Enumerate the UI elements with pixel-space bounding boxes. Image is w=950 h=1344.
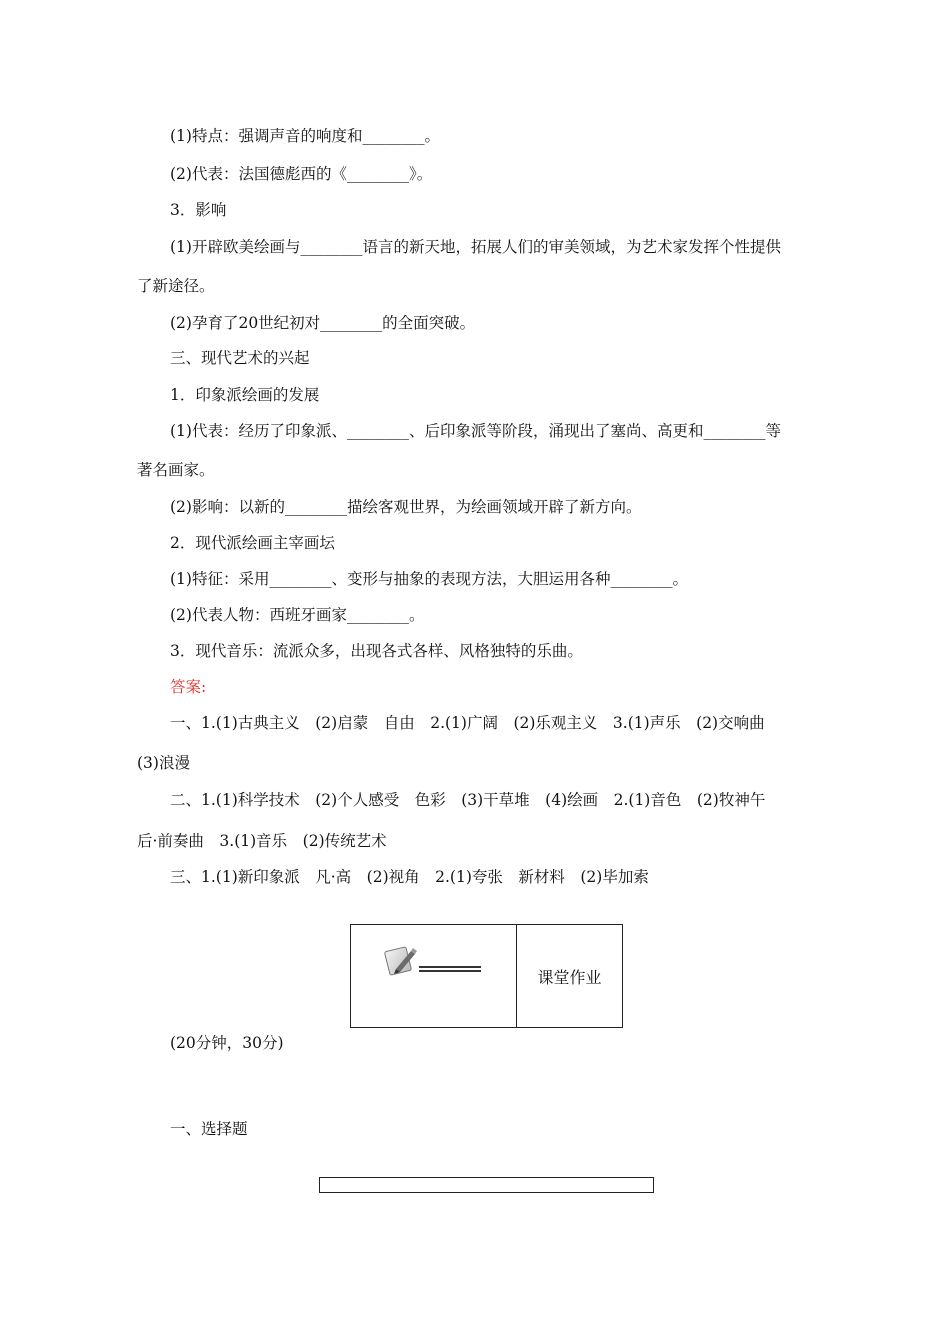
text-line: (2)孕育了20世纪初对________的全面突破。 (170, 314, 476, 332)
text-line: 2．现代派绘画主宰画坛 (170, 534, 335, 552)
answer-line: 后·前奏曲 3.(1)音乐 (2)传统艺术 (137, 832, 387, 850)
text-line: (1)代表：经历了印象派、________、后印象派等阶段，涌现出了塞尚、高更和________等 (170, 422, 781, 440)
text-line: (2)代表：法国德彪西的《________》。 (170, 165, 433, 183)
text-line: (2)影响：以新的________描绘客观世界，为绘画领域开辟了新方向。 (170, 498, 642, 516)
pen-paper-icon (384, 943, 418, 977)
section-heading: 一、选择题 (170, 1120, 248, 1138)
homework-banner (350, 924, 623, 1028)
text-line: (1)开辟欧美绘画与________语言的新天地，拓展人们的审美领域，为艺术家发挥个性提供 (170, 238, 781, 256)
answer-line: 三、1.(1)新印象派 凡·高 (2)视角 2.(1)夸张 新材料 (2)毕加索 (170, 868, 649, 886)
answer-line: (3)浪漫 (137, 754, 190, 772)
text-line: 3．影响 (170, 201, 227, 219)
answer-line: 一、1.(1)古典主义 (2)启蒙 自由 2.(1)广阔 (2)乐观主义 3.(1)声乐 (2)交响曲 (170, 714, 765, 732)
answers-title: 答案: (170, 678, 207, 696)
text-line: 著名画家。 (137, 461, 215, 479)
answer-line: 二、1.(1)科学技术 (2)个人感受 色彩 (3)干草堆 (4)绘画 2.(1)音色 (2)牧神午 (170, 791, 766, 809)
text-line: (1)特征：采用________、变形与抽象的表现方法，大胆运用各种________。 (170, 570, 688, 588)
empty-frame (319, 1177, 654, 1193)
double-rule-icon (419, 966, 481, 972)
text-line: (2)代表人物：西班牙画家________。 (170, 606, 425, 624)
section-heading: 三、现代艺术的兴起 (170, 349, 310, 367)
text-line: 1．印象派绘画的发展 (170, 386, 320, 404)
text-line: 3．现代音乐：流派众多，出现各式各样、风格独特的乐曲。 (170, 642, 583, 660)
time-score-note: (20分钟，30分) (170, 1034, 284, 1052)
text-line: (1)特点：强调声音的响度和________。 (170, 127, 440, 145)
homework-label: 课堂作业 (537, 967, 602, 987)
text-line: 了新途径。 (137, 277, 215, 295)
homework-icon-cell (351, 925, 517, 1027)
